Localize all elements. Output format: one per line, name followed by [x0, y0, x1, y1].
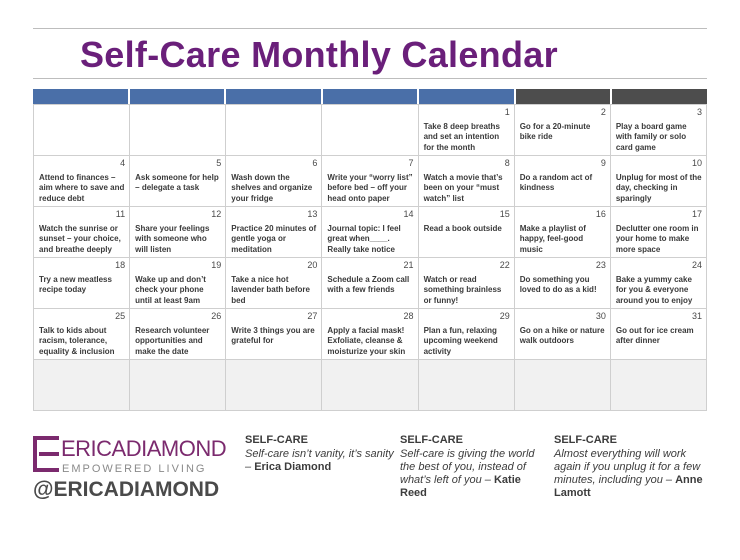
quote-author: Katie Reed [400, 474, 521, 499]
day-activity: Go for a 20-minute bike ride [519, 122, 591, 142]
day-number: 26 [211, 311, 222, 321]
empty-day-cell [611, 360, 707, 411]
day-number: 1 [504, 107, 510, 117]
day-number: 11 [115, 209, 126, 219]
calendar-header [33, 89, 707, 104]
header-bar [130, 89, 225, 104]
quote-heading: SELF-CARE [245, 434, 308, 446]
day-cell-8 [419, 156, 515, 207]
day-number: 19 [211, 260, 222, 270]
day-cell-23 [515, 258, 611, 309]
day-activity: Play a board game with family or solo card game [615, 122, 687, 152]
day-number: 25 [115, 311, 126, 321]
day-cell-16 [515, 207, 611, 258]
day-activity: Read a book outside [423, 224, 502, 233]
day-cell-24 [611, 258, 707, 309]
day-cell-27 [226, 309, 322, 360]
calendar-grid [33, 104, 707, 411]
day-cell-30 [515, 309, 611, 360]
day-activity: Journal topic: I feel great when____. Really take notice [327, 224, 401, 254]
day-cell-12 [130, 207, 226, 258]
day-activity: Go out for ice cream after dinner [615, 326, 694, 346]
day-activity: Watch the sunrise or sunset – your choice, and breathe deeply [39, 224, 121, 254]
day-activity: Watch or read something brainless or funny! [423, 275, 502, 305]
day-activity: Practice 20 minutes of gentle yoga or meditation [231, 224, 317, 254]
day-number: 23 [595, 260, 606, 270]
brand-logo [33, 420, 243, 520]
day-activity: Attend to finances – aim where to save and reduce debt [39, 173, 125, 203]
day-number: 17 [691, 209, 702, 219]
day-cell-4 [34, 156, 130, 207]
day-cell-13 [226, 207, 322, 258]
empty-day-cell [130, 105, 226, 156]
day-number: 24 [691, 260, 702, 270]
day-cell-21 [322, 258, 418, 309]
day-cell-1 [419, 105, 515, 156]
day-cell-3 [611, 105, 707, 156]
day-cell-17 [611, 207, 707, 258]
day-number: 18 [115, 260, 126, 270]
day-activity: Bake a yummy cake for you & everyone around you to enjoy [615, 275, 693, 305]
day-activity: Take a nice hot lavender bath before bed [231, 275, 310, 305]
day-activity: Apply a facial mask! Exfoliate, cleanse & moisturize your skin [327, 326, 406, 356]
quote-author: Anne Lamott [554, 474, 703, 499]
day-number: 30 [595, 311, 606, 321]
day-number: 9 [600, 158, 606, 168]
day-activity: Make a playlist of happy, feel-good music [519, 224, 586, 254]
day-cell-6 [226, 156, 322, 207]
day-activity: Do a random act of kindness [519, 173, 593, 193]
logo-tagline: EMPOWERED LIVING [62, 463, 207, 475]
day-cell-5 [130, 156, 226, 207]
logo-handle: @ERICADIAMOND [33, 478, 220, 501]
day-number: 20 [307, 260, 318, 270]
day-activity: Write your “worry list” before bed – off your head onto paper [327, 173, 413, 203]
logo-name: ERICADIAMOND [61, 436, 227, 461]
day-number: 8 [504, 158, 510, 168]
empty-day-cell [515, 360, 611, 411]
day-cell-19 [130, 258, 226, 309]
day-number: 22 [499, 260, 510, 270]
day-number: 3 [696, 107, 702, 117]
day-activity: Ask someone for help – delegate a task [135, 173, 219, 193]
quote-heading: SELF-CARE [554, 434, 617, 446]
day-activity: Plan a fun, relaxing upcoming weekend activity [423, 326, 498, 356]
day-number: 4 [120, 158, 126, 168]
day-number: 27 [307, 311, 318, 321]
day-number: 29 [499, 311, 510, 321]
quote-1 [245, 434, 395, 474]
quote-text: Self-care isn’t vanity, it’s sanity – Erica Diamond [245, 448, 394, 473]
quote-text: Almost everything will work again if you unplug it for a few minutes, including you – Anne Lamott [554, 448, 703, 499]
day-number: 7 [408, 158, 414, 168]
day-activity: Schedule a Zoom call with a few friends [327, 275, 410, 295]
day-cell-25 [34, 309, 130, 360]
quote-3 [554, 434, 704, 500]
day-activity: Share your feelings with someone who will listen [135, 224, 210, 254]
day-number: 2 [600, 107, 606, 117]
day-activity: Watch a movie that’s been on your “must watch” list [423, 173, 503, 203]
day-number: 5 [216, 158, 222, 168]
day-activity: Write 3 things you are grateful for [231, 326, 315, 346]
day-number: 10 [691, 158, 702, 168]
day-cell-20 [226, 258, 322, 309]
header-bar [226, 89, 321, 104]
day-cell-7 [322, 156, 418, 207]
empty-day-cell [226, 360, 322, 411]
day-activity: Wash down the shelves and organize your fridge [231, 173, 313, 203]
day-number: 21 [403, 260, 414, 270]
day-number: 28 [403, 311, 414, 321]
day-cell-14 [322, 207, 418, 258]
empty-day-cell [322, 360, 418, 411]
day-cell-2 [515, 105, 611, 156]
header-bar [419, 89, 514, 104]
day-cell-22 [419, 258, 515, 309]
day-cell-9 [515, 156, 611, 207]
day-activity: Declutter one room in your home to make more space [615, 224, 699, 254]
empty-day-cell [226, 105, 322, 156]
day-number: 16 [595, 209, 606, 219]
day-number: 13 [307, 209, 318, 219]
day-activity: Unplug for most of the day, checking in sparingly [615, 173, 702, 203]
day-activity: Take 8 deep breaths and set an intention for the month [423, 122, 500, 152]
day-activity: Talk to kids about racism, tolerance, equality & inclusion [39, 326, 115, 356]
day-number: 15 [499, 209, 510, 219]
quote-2 [400, 434, 550, 500]
day-number: 31 [691, 311, 702, 321]
empty-day-cell [130, 360, 226, 411]
logo-mark-icon [33, 436, 37, 472]
quote-author: Erica Diamond [254, 461, 332, 473]
quote-text: Self-care is giving the world the best of you, instead of what’s left of you – Katie Reed [400, 448, 535, 499]
day-cell-31 [611, 309, 707, 360]
day-activity: Research volunteer opportunities and make the date [135, 326, 210, 356]
day-number: 12 [211, 209, 222, 219]
day-cell-18 [34, 258, 130, 309]
day-cell-26 [130, 309, 226, 360]
footer [33, 420, 713, 540]
empty-day-cell [322, 105, 418, 156]
header-bar [612, 89, 707, 104]
day-activity: Try a new meatless recipe today [39, 275, 112, 295]
empty-day-cell [34, 105, 130, 156]
empty-day-cell [34, 360, 130, 411]
day-cell-15 [419, 207, 515, 258]
day-cell-11 [34, 207, 130, 258]
day-activity: Go on a hike or nature walk outdoors [519, 326, 605, 346]
header-bar [33, 89, 128, 104]
header-bar [516, 89, 611, 104]
day-activity: Wake up and don’t check your phone until at least 9am [135, 275, 206, 305]
quote-heading: SELF-CARE [400, 434, 463, 446]
calendar [33, 89, 707, 411]
header-bar [323, 89, 418, 104]
day-cell-10 [611, 156, 707, 207]
empty-day-cell [419, 360, 515, 411]
day-cell-28 [322, 309, 418, 360]
day-number: 6 [312, 158, 318, 168]
day-cell-29 [419, 309, 515, 360]
top-rule [33, 28, 707, 29]
title-rule [33, 78, 707, 79]
day-activity: Do something you loved to do as a kid! [519, 275, 597, 295]
day-number: 14 [403, 209, 414, 219]
page-title: Self-Care Monthly Calendar [80, 34, 558, 75]
